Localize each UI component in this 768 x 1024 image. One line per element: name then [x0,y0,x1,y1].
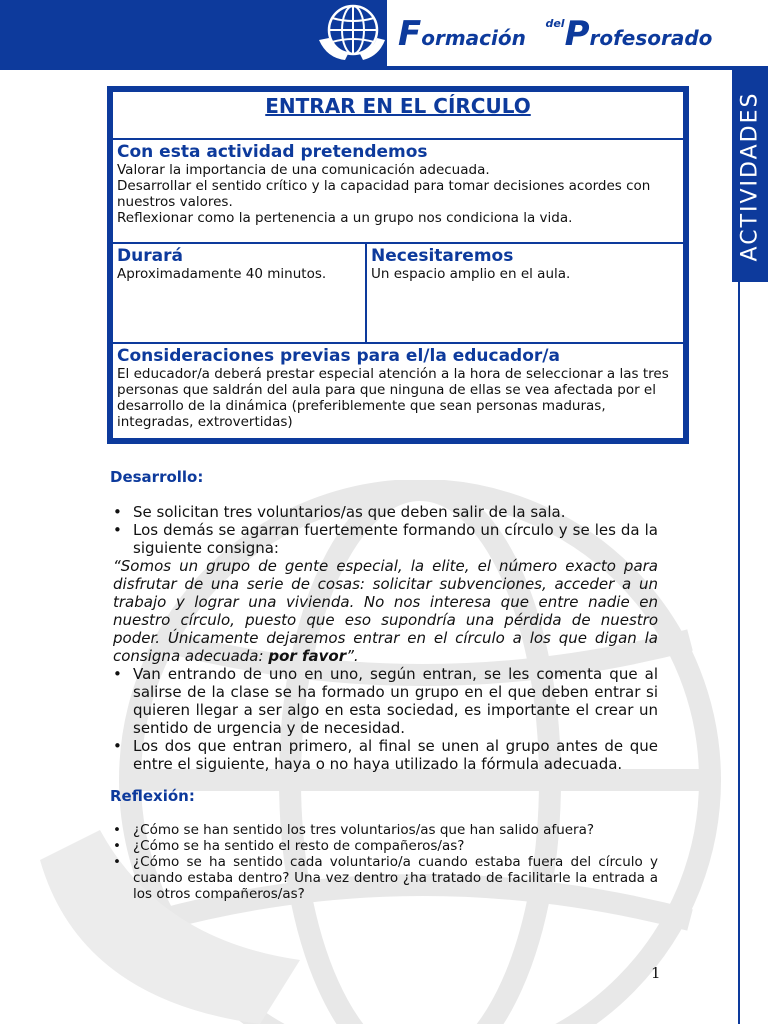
reflexion-heading: Reflexión: [110,787,195,805]
header-bar [0,0,768,70]
side-vertical-rule [738,282,740,1024]
quote-text: “Somos un grupo de gente especial, la elite, el número exacto para disfrutar de una serie de cosas: solicitar subvenciones, acceder a un trabajo y lograr una vivienda. No nos interesa que entre nadie en nuestro círculo, puesto que eso supondría una pérdida de nuestro poder. Únicamente dejaremos entrar en el círculo a los que digan la consigna adecuada: [113,557,658,665]
objetivos-heading: Con esta actividad pretendemos [117,142,428,162]
activity-card [107,86,689,444]
quote-end: ”. [346,647,359,665]
durara-text: Aproximadamente 40 minutos. [117,266,327,282]
reflexion-body [113,822,658,902]
consideraciones-cell [111,342,685,440]
objetivo-line: Valorar la importancia de una comunicación adecuada. [117,162,490,178]
objetivo-line: Reflexionar como la pertenencia a un grupo nos condiciona la vida. [117,210,573,226]
brand-word-del: del [545,17,565,30]
brand-title [398,14,712,62]
desarrollo-body [113,503,658,773]
brand-word-profesorado: rofesorado [589,26,713,50]
quote-bold: por favor [268,647,347,665]
durara-heading: Durará [117,246,183,266]
section-side-tab [732,70,768,282]
list-item: • ¿Cómo se han sentido los tres voluntarios/as que han salido afuera? [113,822,658,838]
list-item: • Los demás se agarran fuertemente formando un círculo y se les da la siguiente consigna: [113,521,658,557]
header-rule [0,66,768,70]
list-item: • ¿Cómo se ha sentido el resto de compañeros/as? [113,838,658,854]
list-item: • ¿Cómo se ha sentido cada voluntario/a cuando estaba fuera del círculo y cuando estaba dentro? Una vez dentro ¿ha tratado de facilitarle la entrada a los otros compañeros/as? [113,854,658,902]
brand-initial-f: F [398,14,422,54]
header-blue-band [0,0,315,66]
desarrollo-heading: Desarrollo: [110,468,204,486]
brand-word-formacion: ormación [421,26,526,50]
globe-hands-logo-icon [315,0,387,66]
activity-title: ENTRAR EN EL CÍRCULO [265,94,531,118]
objetivos-cell [111,138,685,244]
consideraciones-heading: Consideraciones previas para el/la educador/a [117,346,560,366]
necesitaremos-heading: Necesitaremos [371,246,514,266]
durara-cell [111,242,367,344]
side-tab-label: ACTIVIDADES [737,91,763,261]
necesitaremos-cell [365,242,685,344]
list-item: • Se solicitan tres voluntarios/as que deben salir de la sala. [113,503,658,521]
objetivo-line: Desarrollar el sentido crítico y la capacidad para tomar decisiones acordes con nuestros valores. [117,178,651,210]
card-title-cell [111,90,685,140]
list-item: • Los dos que entran primero, al final se unen al grupo antes de que entre el siguiente, haya o no haya utilizado la fórmula adecuada. [113,737,658,773]
consigna-quote [113,557,658,665]
necesitaremos-text: Un espacio amplio en el aula. [371,266,571,282]
consideraciones-text: El educador/a deberá prestar especial atención a la hora de seleccionar a las tres personas que saldrán del aula para que ninguna de ellas se vea afectada por el desarrollo de la dinámica (preferiblemente que sean personas maduras, integradas, extrovertidas) [117,366,669,430]
brand-initial-p: P [564,14,590,54]
list-item: • Van entrando de uno en uno, según entran, se les comenta que al salirse de la clase se ha formado un grupo en el que deben entrar si quieren llegar a ser algo en esta sociedad, es importante el crear un sentido de urgencia y de necesidad. [113,665,658,737]
page-number: 1 [651,964,661,982]
